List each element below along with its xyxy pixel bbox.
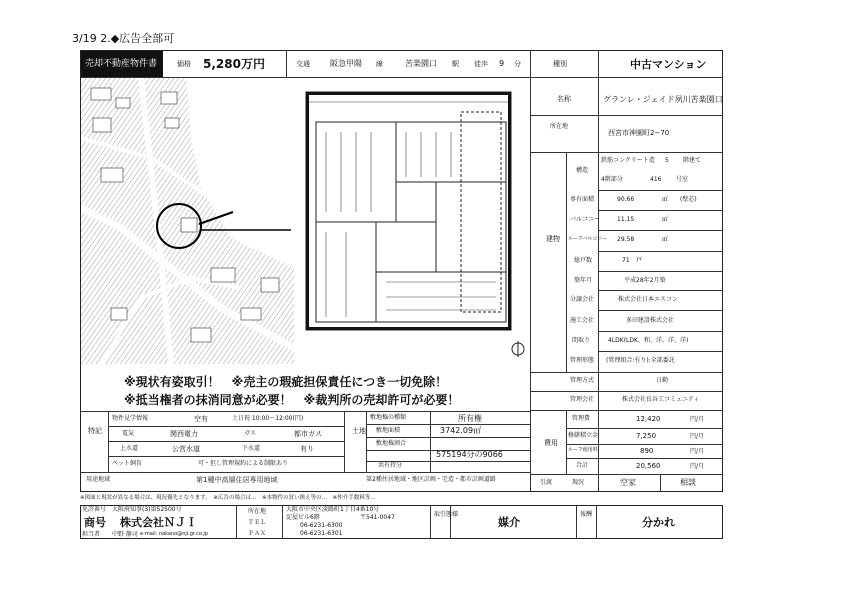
land-share-label: 共有持分 [378,462,403,469]
roof-unit: ㎡ [662,236,669,243]
address-label: 所在地 [550,123,569,130]
mgmt-method-value: 日勤 [656,377,669,384]
land-section-label: 土地 [352,427,366,435]
company-address: 大阪市中央区淡路町1丁目4番10号 [286,506,380,513]
walk-minutes: 9 [499,59,505,68]
zoning-value: 第1種中高層住居専用地域 [196,476,278,484]
address-label-company: 所在地 [248,508,267,515]
units-label: 総戸数 [574,257,593,264]
station-name: 苦楽園口 [405,59,437,68]
mgmt-fee-label: 管理費 [572,415,591,422]
layout-value: 4LDK(LDK、和、洋、洋、洋) [608,337,689,344]
built-value: 平成28年2月築 [624,277,666,284]
mgmt-form-label: 管理形態 [570,357,595,364]
deal-label: 取引態様 [434,511,459,518]
facility-section-label: 特記 [88,427,102,435]
staff-label: 担当者 [82,531,101,538]
mgmt-form-value: (管理組合:有り):全部委託 [606,357,675,364]
units-unit: 戸 [636,257,643,264]
land-area-value: 3742.09㎡ [440,426,482,435]
balcony-value: 11.15 [617,216,635,223]
elec-value: 関西電力 [170,430,198,438]
mgmt-fee-value: 12,420 [636,415,661,423]
transport-label: 交通 [296,60,310,68]
status-value: 空家 [620,478,636,487]
mgmt-fee-unit: 円/月 [690,416,705,423]
viewing-value: 空有 [194,415,208,423]
water-label: 上水道 [120,445,139,452]
area-label: 専有面積 [570,196,595,203]
price-value: 5,280万円 [203,57,265,71]
mgmt-method-label: 管理方式 [570,377,595,384]
builder-label: 施工会社 [570,317,595,324]
top-note: 3/19 2.◆広告全部可 [72,32,175,45]
type-value: 中古マンション [630,58,707,71]
gas-value: 都市ガス [294,430,322,438]
repair-value: 7,250 [636,432,657,440]
company-building: 淀屋ビル6階 [286,514,320,521]
sewer-value: 有り [300,445,314,453]
tel-value: 06-6231-6300 [300,522,343,529]
pet-label: ペット飼育 [112,460,143,467]
roof-value: 29.58 [617,236,635,243]
notice-line-1: ※現状有姿取引！ ※売主の瑕疵担保責任につき一切免除！ [124,375,448,389]
layout-label: 間取り [572,337,591,344]
balcony-unit: ㎡ [662,216,669,223]
handover-value: 相談 [680,478,696,487]
land-area-label: 敷地面積 [376,427,401,434]
fax-value: 06-6231-6301 [300,530,343,537]
handover-label: 引渡 [540,479,553,486]
pet-value: 可・但し管理規約による制限あり [198,460,289,467]
trade-label: 商号 [84,516,106,529]
name-value: グランレ・ジェイド夙川苦楽園口 [603,95,723,104]
deal-value: 媒介 [498,516,520,529]
land-rights-label: 敷地権の種類 [370,414,407,421]
walk-label: 徒歩 [474,60,488,68]
license-value: 大阪府知事(3)第52500号 [112,506,182,513]
status-label: 現況 [572,479,585,486]
address-value: 西宮市神園町2−70 [608,129,670,137]
line-name: 阪急甲陽 [330,59,362,68]
floor-number: 4階部分 [601,176,623,183]
viewing-label: 物件見学情報 [112,415,149,422]
seller-value: 株式会社日本エスコン [618,296,679,303]
roof-label: ルーフバルコニー [568,236,608,242]
other-fee-value: 890 [640,447,654,455]
other-fee-label: ルーフ使用料 [568,447,598,453]
walk-unit: 分 [514,60,521,68]
area-value: 90.66 [617,196,635,203]
company-postcode: 〒541-0047 [360,514,395,521]
viewing-time: 土日祝 10:00〜12:00(円) [232,415,304,422]
fax-label: ＦＡＸ [248,530,267,537]
built-label: 築年月 [574,277,593,284]
type-label: 種別 [553,60,567,68]
fee-value: 分かれ [642,516,675,529]
notice-line-2: ※抵当権者の抹消同意が必要！ ※裁判所の売却許可が必要！ [124,393,460,407]
footnote: ※図面と現状が異なる場合は、現況優先となります。 ※広告の場合は… ※本物件の買い換え等の… ※仲介手数料等… [80,495,376,501]
gas-label: ガス [244,430,257,437]
email-value: e-mail: nakano@nji.gr.co.jp [140,531,208,537]
building-label: 建物 [546,235,560,243]
area-unit: ㎡ [662,196,669,203]
total-unit: 円/月 [690,463,705,470]
room-number: 416 [650,176,662,183]
structure-label: 構造 [576,167,589,174]
land-ratio-value: 575194分の9066 [436,450,503,459]
header-badge: 売却不動産物件書 [85,59,158,69]
floor-plan [296,82,528,362]
seller-label: 分譲会社 [570,296,595,303]
line-suffix: 線 [376,60,383,68]
land-other-value: 第2種住居地域・地区計画・宅造・都市計画道路 [366,476,496,483]
mgmt-company-label: 管理会社 [570,396,595,403]
water-value: 公営水道 [172,445,200,453]
total-label: 合計 [576,462,589,469]
fee-label: 報酬 [580,511,593,518]
trade-value: 株式会社ＮＪＩ [120,516,197,529]
tel-label: ＴＥＬ [248,519,267,526]
room-unit: 号室 [676,176,689,183]
units-value: 71 [622,257,630,264]
repair-label: 修繕積立金 [568,432,599,439]
floors-value: 5 [665,157,669,164]
mgmt-company-value: 株式会社長谷工コミュニティ [622,396,700,403]
license-label: 免許番号 [82,506,107,513]
price-label: 価格 [177,60,191,68]
staff-value: 中野 静司 [112,531,138,538]
floors-unit: 階建て [683,157,702,164]
repair-unit: 円/月 [690,433,705,440]
cost-label: 費用 [544,439,558,447]
balcony-label: バルコニー [570,216,601,223]
sewer-label: 下水道 [242,445,261,452]
location-map [81,78,294,364]
name-label: 名称 [557,95,571,103]
elec-label: 電気 [122,430,135,437]
station-suffix: 駅 [452,60,459,68]
total-value: 20,560 [636,462,661,470]
builder-value: 多田建設株式会社 [626,317,675,324]
other-fee-unit: 円/月 [690,448,705,455]
area-note: (壁芯) [680,196,697,203]
land-rights-value: 所有権 [458,414,482,423]
structure-value: 鉄筋コンクリート造 [601,157,655,164]
zoning-label: 用途地域 [86,476,111,483]
land-ratio-label: 敷地権割合 [376,440,407,447]
